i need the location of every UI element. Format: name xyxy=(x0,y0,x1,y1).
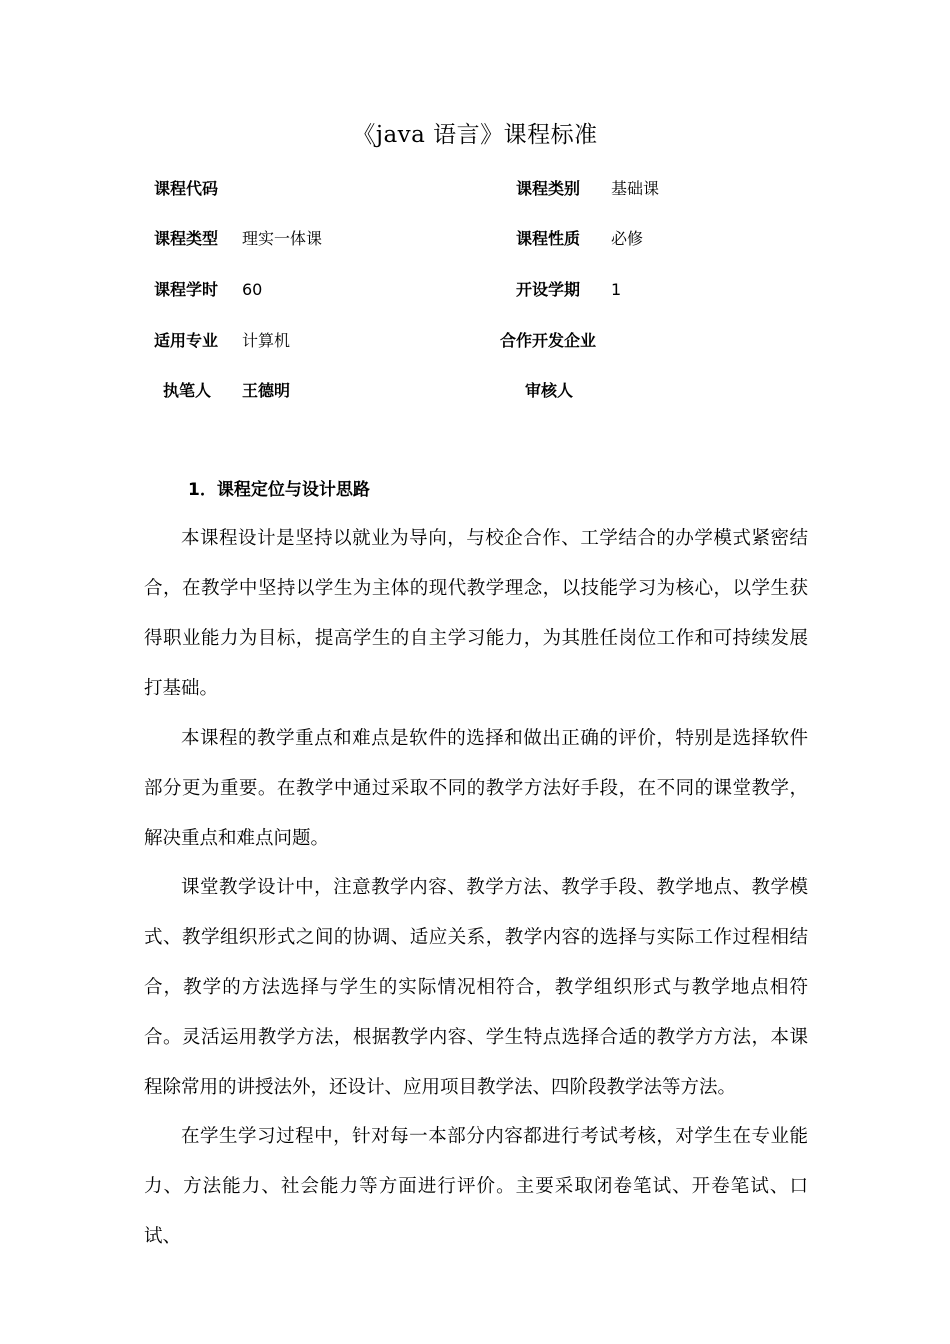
section-heading: 1．课程定位与设计思路 xyxy=(188,480,370,500)
reviewer-label: 审核人 xyxy=(525,381,574,400)
semester-label: 开设学期 xyxy=(516,280,581,299)
course-nature-label: 课程性质 xyxy=(516,229,581,248)
course-type-value: 理实一体课 xyxy=(242,229,323,248)
paragraph-3: 课堂教学设计中，注意教学内容、教学方法、教学手段、教学地点、教学模式、教学组织形式之间的协调、适应关系，教学内容的选择与实际工作过程相结合，教学的方法选择与学生的实际情况相符合，教学组织形式与教学地点相符合。灵活运用教学方法，根据教学内容、学生特点选择合适的教学方方法，本课程除常用的讲授法外，还设计、应用项目教学法、四阶段教学法等方法。 xyxy=(144,877,808,1098)
course-code-label: 课程代码 xyxy=(154,179,219,198)
hours-label: 课程学时 xyxy=(154,280,219,299)
paragraph-4: 在学生学习过程中，针对每一本部分内容都进行考试考核，对学生在专业能力、方法能力、社会能力等方面进行评价。主要采取闭卷笔试、开卷笔试、口试、 xyxy=(144,1126,808,1247)
course-category-label: 课程类别 xyxy=(516,179,581,198)
partner-label: 合作开发企业 xyxy=(500,331,597,350)
document-title: 《java 语言》课程标准 xyxy=(352,122,598,148)
hours-value: 60 xyxy=(242,280,263,299)
author-value: 王德明 xyxy=(242,381,291,400)
semester-value: 1 xyxy=(611,280,622,299)
major-value: 计算机 xyxy=(242,331,291,350)
course-nature-value: 必修 xyxy=(611,229,644,248)
course-category-value: 基础课 xyxy=(611,179,660,198)
course-type-label: 课程类型 xyxy=(154,229,219,248)
paragraph-1: 本课程设计是坚持以就业为导向，与校企合作、工学结合的办学模式紧密结合，在教学中坚持以学生为主体的现代教学理念，以技能学习为核心，以学生获得职业能力为目标，提高学生的自主学习能力，为其胜任岗位工作和可持续发展打基础。 xyxy=(144,528,808,699)
major-label: 适用专业 xyxy=(154,331,219,350)
author-label: 执笔人 xyxy=(163,381,212,400)
paragraph-2: 本课程的教学重点和难点是软件的选择和做出正确的评价，特别是选择软件部分更为重要。在教学中通过采取不同的教学方法好手段，在不同的课堂教学，解决重点和难点问题。 xyxy=(144,728,808,849)
